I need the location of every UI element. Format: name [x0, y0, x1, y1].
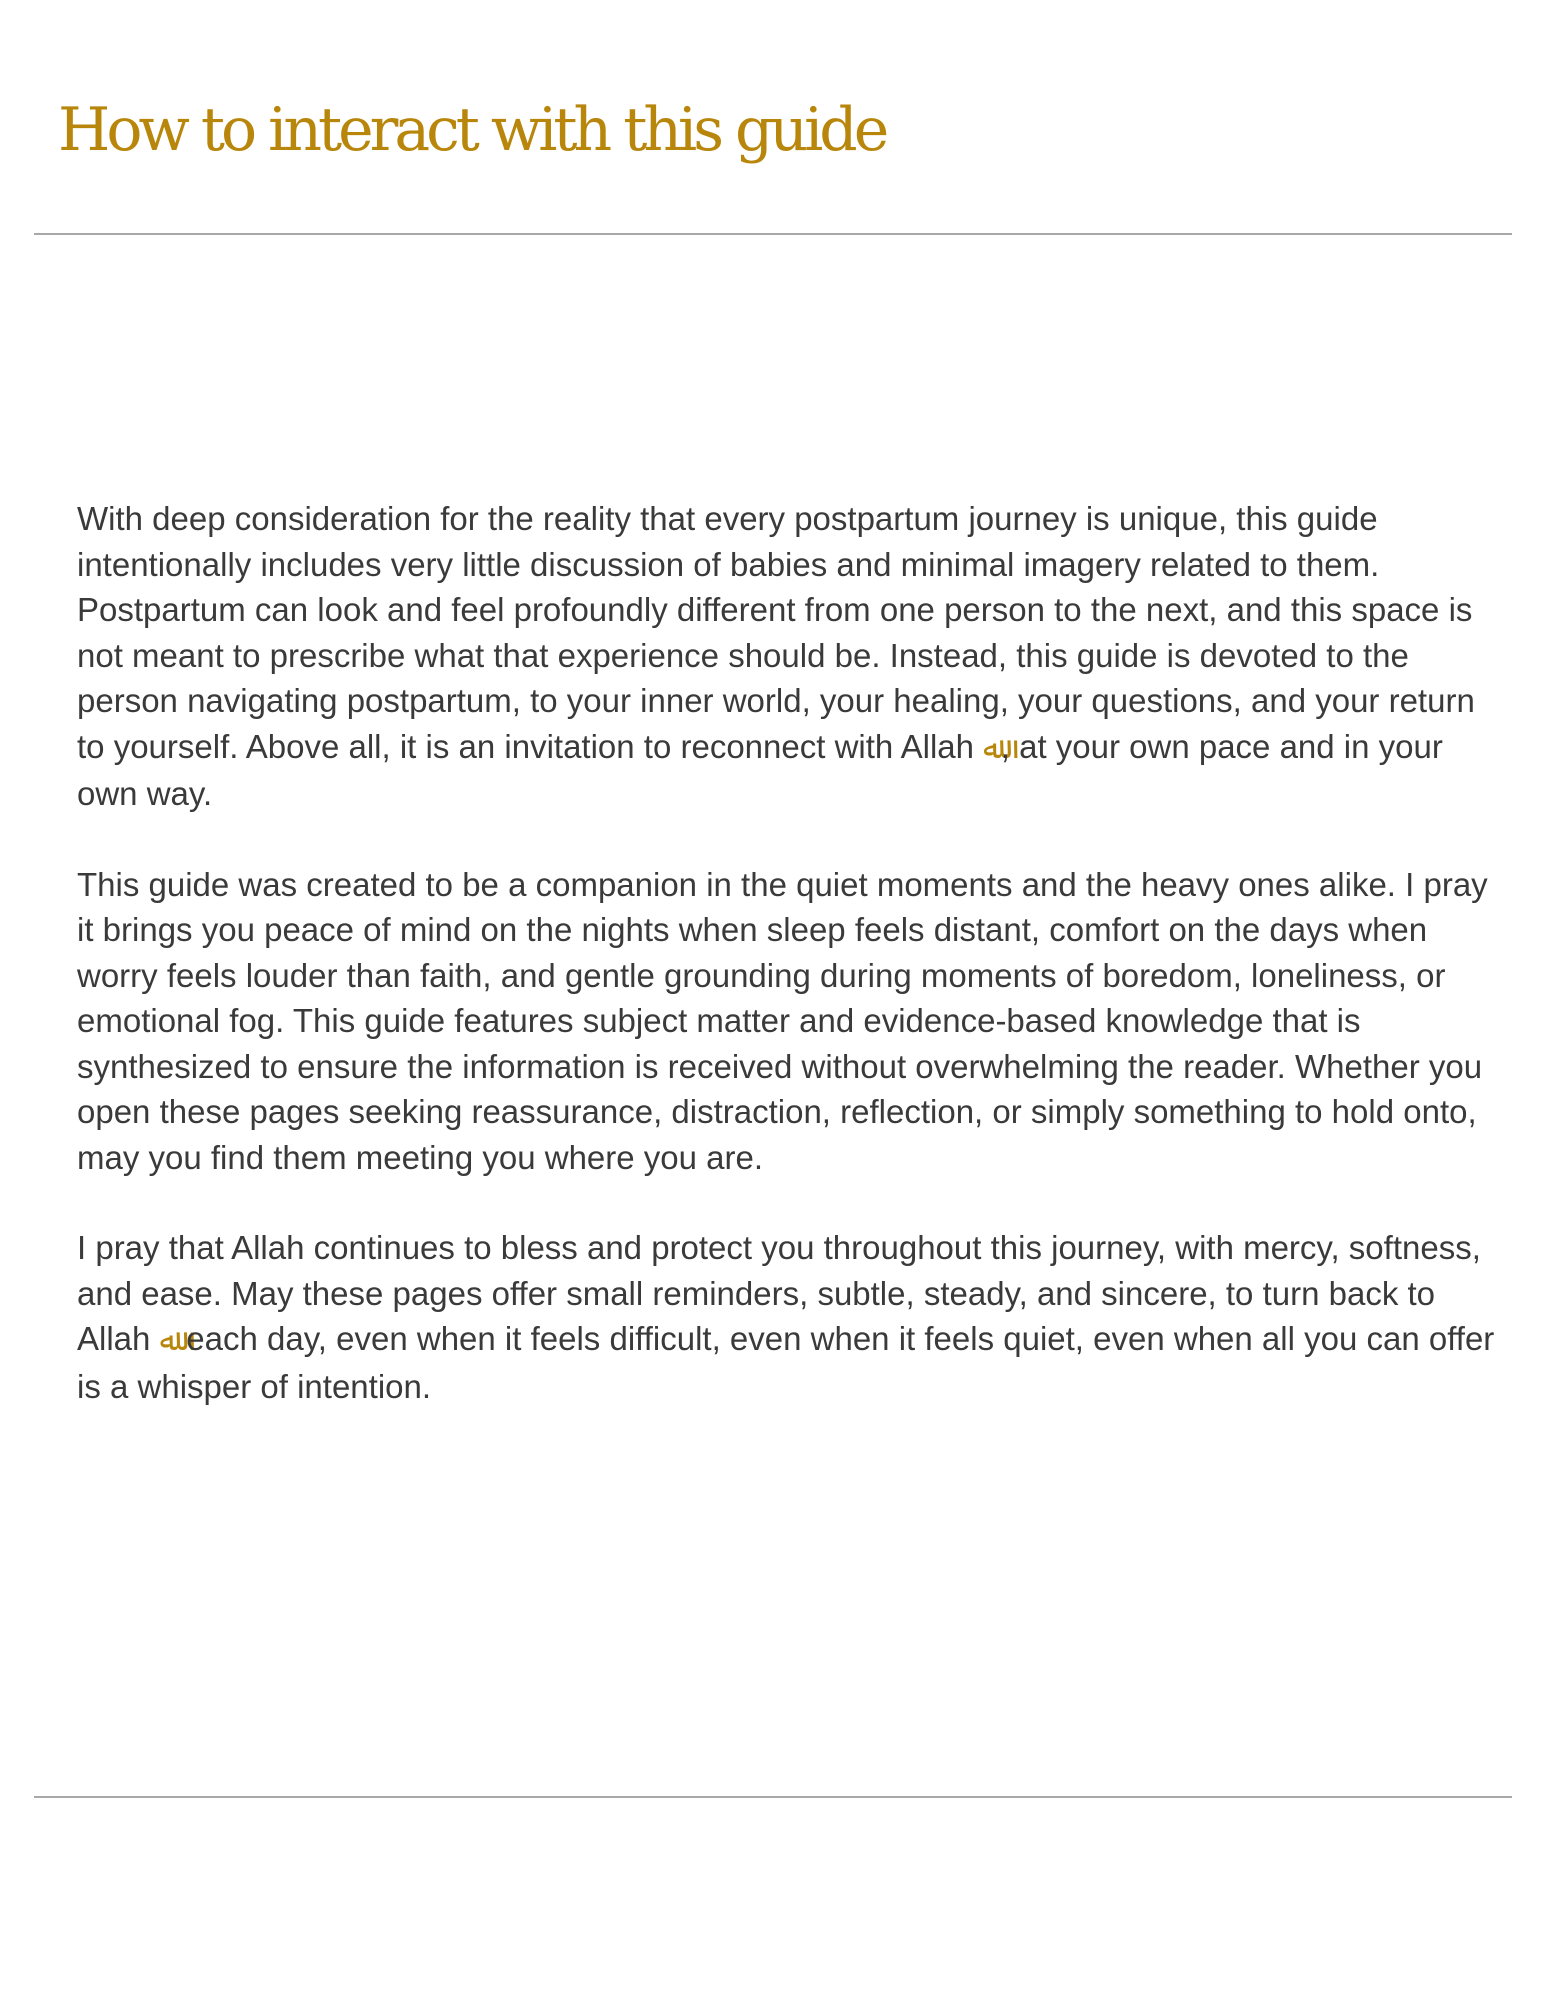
- page-title: How to interact with this guide: [58, 95, 886, 165]
- paragraph-intro: [77, 496, 1497, 817]
- top-divider: [34, 233, 1512, 235]
- body-text: [77, 496, 1497, 1409]
- paragraph-text: With deep consideration for the reality that every postpartum journey is unique, this guide intentionally includes very little discussion of babies and minimal imagery related to them. Postpartum can look and feel profoundly different from one person to the next, and this space is not meant to prescribe what that experience should be. Instead, this guide is devoted to the person navigating postpartum, to your inner world, your healing, your questions, and your return to yourself. Above all, it is an invitation to reconnect with Allah: [77, 500, 1475, 765]
- paragraph-companion: [77, 862, 1497, 1181]
- paragraph-text: each day, even when it feels difficult, even when it feels quiet, even when all you can offer is a whisper of intention.: [77, 1320, 1495, 1405]
- allah-honorific-glyph: ﷲ: [159, 1323, 178, 1358]
- paragraph-prayer: [77, 1225, 1497, 1409]
- allah-honorific-glyph: ﷲ: [983, 730, 1001, 766]
- paragraph-text: I pray that Allah continues to bless and protect you throughout this journey, with mercy, softness, and ease. May these pages offer small reminders, subtle, steady, and sincere, to turn back to Allah: [77, 1229, 1481, 1357]
- bottom-divider: [34, 1796, 1512, 1798]
- paragraph-text: This guide was created to be a companion in the quiet moments and the heavy ones alike. I pray it brings you peace of mind on the nights when sleep feels distant, comfort on the days when worry feels louder than faith, and gentle grounding during moments of boredom, loneliness, or emotional fog. This guide features subject matter and evidence-based knowledge that is synthesized to ensure the information is received without overwhelming the reader. Whether you open these pages seeking reassurance, distraction, reflection, or simply something to hold onto, may you find them meeting you where you are.: [77, 865, 1488, 1176]
- paragraph-text: , at your own pace and in your own way.: [77, 727, 1443, 812]
